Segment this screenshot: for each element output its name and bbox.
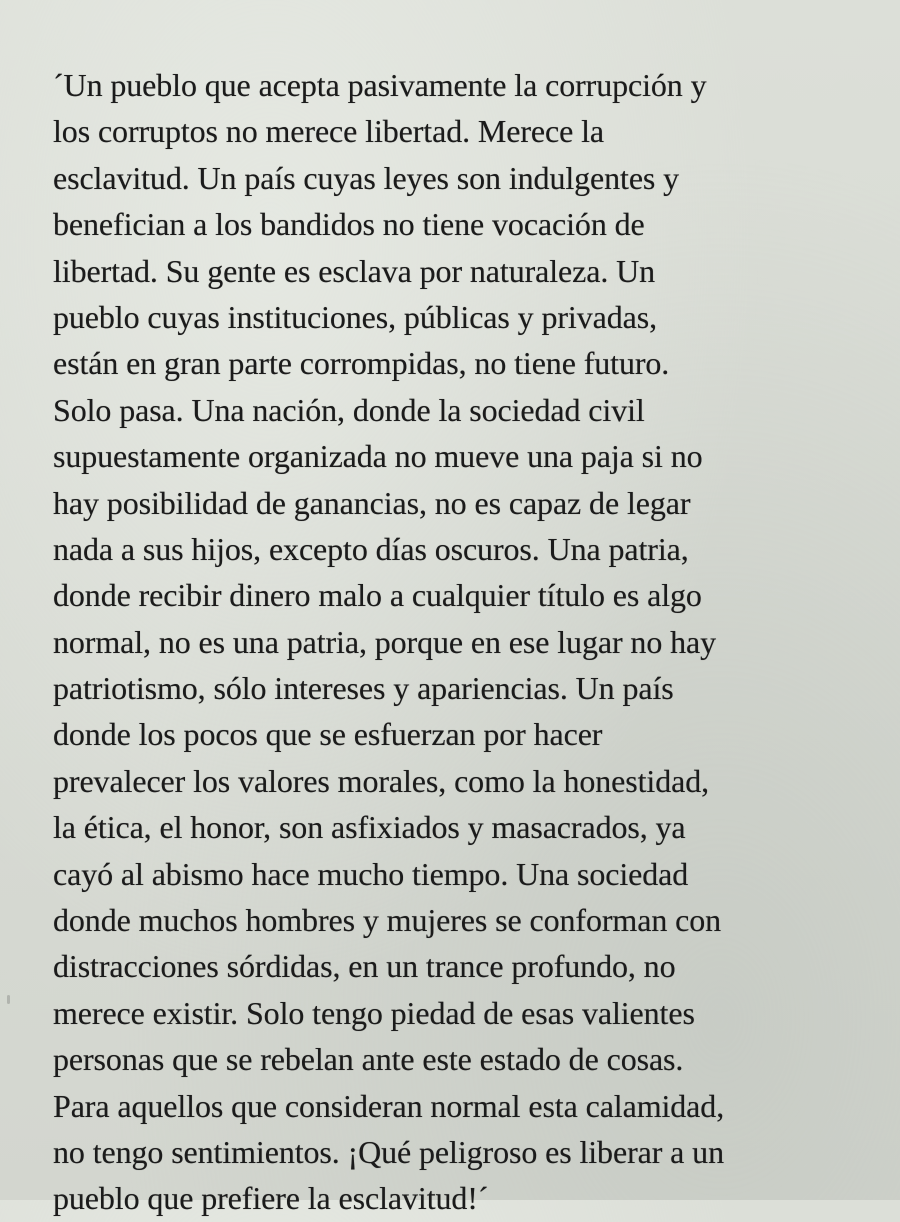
text-line-12: donde recibir dinero malo a cualquier título es algo bbox=[53, 577, 702, 614]
text-line-24: no tengo sentimientos. ¡Qué peligroso es liberar a un bbox=[53, 1133, 724, 1170]
text-line-25: pueblo que prefiere la esclavitud!´ bbox=[53, 1180, 489, 1217]
text-line-5: libertad. Su gente es esclava por naturaleza. Un bbox=[53, 252, 656, 289]
text-line-19: donde muchos hombres y mujeres se conforman con bbox=[53, 902, 722, 939]
text-line-1: ´Un pueblo que acepta pasivamente la corrupción y bbox=[53, 67, 707, 103]
text-line-23: Para aquellos que consideran normal esta calamidad, bbox=[53, 1087, 725, 1124]
text-line-8: Solo pasa. Una nación, donde la sociedad civil bbox=[53, 391, 645, 428]
quote-paragraph bbox=[53, 62, 853, 1222]
text-line-7: están en gran parte corrompidas, no tiene futuro. bbox=[53, 345, 670, 382]
text-line-22: personas que se rebelan ante este estado de cosas. bbox=[53, 1041, 684, 1078]
text-line-20: distracciones sórdidas, en un trance profundo, no bbox=[53, 948, 676, 985]
text-line-18: cayó al abismo hace mucho tiempo. Una sociedad bbox=[53, 855, 689, 892]
text-line-14: patriotismo, sólo intereses y apariencias. Un país bbox=[53, 670, 674, 707]
text-line-11: nada a sus hijos, excepto días oscuros. Una patria, bbox=[53, 530, 689, 567]
text-line-4: benefician a los bandidos no tiene vocación de bbox=[53, 206, 645, 243]
paper-mark bbox=[7, 995, 10, 1004]
text-line-15: donde los pocos que se esfuerzan por hacer bbox=[53, 716, 603, 753]
text-line-16: prevalecer los valores morales, como la honestidad, bbox=[53, 762, 709, 799]
text-line-17: la ética, el honor, son asfixiados y masacrados, ya bbox=[53, 809, 686, 846]
text-line-6: pueblo cuyas instituciones, públicas y privadas, bbox=[53, 298, 657, 335]
text-line-21: merece existir. Solo tengo piedad de esas valientes bbox=[53, 994, 695, 1031]
text-line-2: los corruptos no merece libertad. Merece la bbox=[53, 113, 605, 150]
text-line-9: supuestamente organizada no mueve una paja si no bbox=[53, 438, 703, 475]
text-line-10: hay posibilidad de ganancias, no es capaz de legar bbox=[53, 484, 691, 521]
text-line-3: esclavitud. Un país cuyas leyes son indulgentes y bbox=[53, 159, 680, 196]
text-line-13: normal, no es una patria, porque en ese lugar no hay bbox=[53, 623, 717, 660]
